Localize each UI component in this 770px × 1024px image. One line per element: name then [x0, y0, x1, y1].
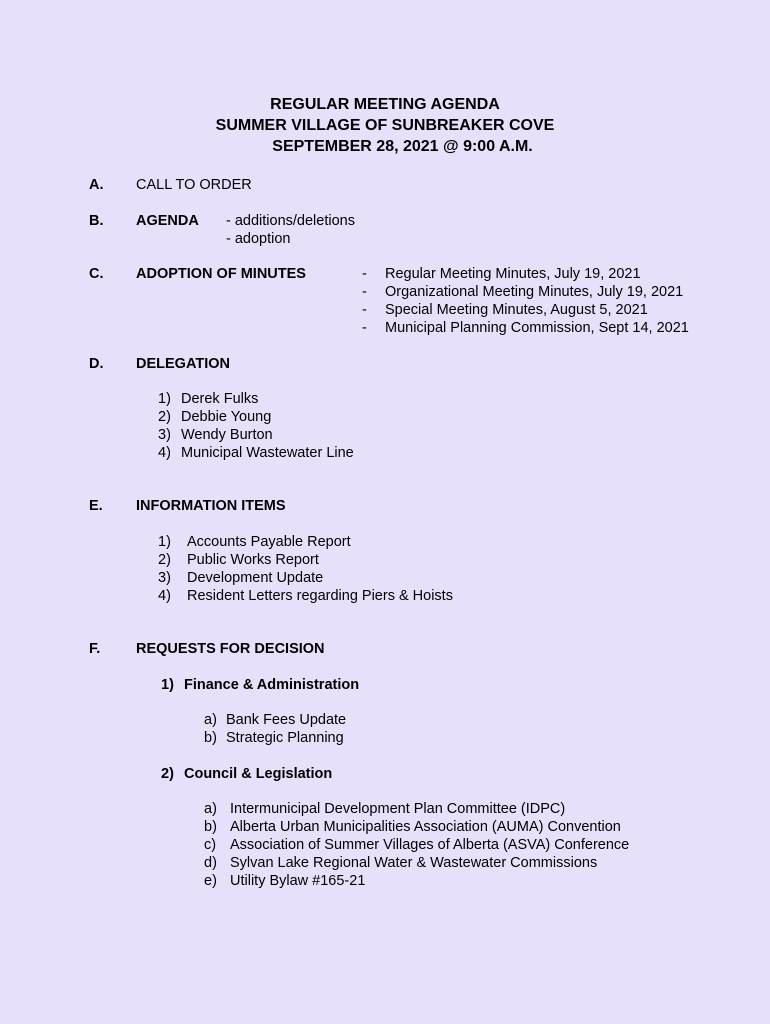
minutes-item: Organizational Meeting Minutes, July 19, 2021 [385, 284, 684, 300]
council-item: Utility Bylaw #165-21 [230, 873, 366, 889]
council-num: a) [204, 801, 217, 817]
subsection-1-num: 1) [161, 677, 174, 693]
agenda-item: - additions/deletions [226, 213, 355, 229]
council-item: Association of Summer Villages of Alberta (ASVA) Conference [230, 837, 630, 853]
section-a-heading: CALL TO ORDER [136, 177, 252, 193]
council-item: Alberta Urban Municipalities Association (AUMA) Convention [230, 819, 621, 835]
delegation-item: Wendy Burton [181, 427, 273, 443]
minutes-dash: - [362, 302, 367, 318]
delegation-item: Derek Fulks [181, 391, 259, 407]
finance-num: b) [204, 730, 217, 746]
title-line-2: SUMMER VILLAGE OF SUNBREAKER COVE [215, 117, 555, 134]
minutes-dash: - [362, 266, 367, 282]
agenda-item: - adoption [226, 231, 291, 247]
info-num: 4) [158, 588, 171, 604]
section-f-heading: REQUESTS FOR DECISION [136, 641, 325, 657]
section-e-letter: E. [89, 498, 103, 514]
info-num: 1) [158, 534, 171, 550]
delegation-item: Debbie Young [181, 409, 272, 425]
minutes-dash: - [362, 284, 367, 300]
minutes-dash: - [362, 320, 367, 336]
council-item: Intermunicipal Development Plan Committee (IDPC) [230, 801, 566, 817]
section-c-letter: C. [89, 266, 104, 282]
info-item: Public Works Report [187, 552, 319, 568]
section-d-heading: DELEGATION [136, 356, 230, 372]
delegation-num: 4) [158, 445, 171, 461]
section-e-heading: INFORMATION ITEMS [136, 498, 286, 514]
council-num: c) [204, 837, 217, 853]
council-item: Sylvan Lake Regional Water & Wastewater Commissions [230, 855, 598, 871]
minutes-item: Special Meeting Minutes, August 5, 2021 [385, 302, 648, 318]
council-num: d) [204, 855, 217, 871]
info-item: Accounts Payable Report [187, 534, 351, 550]
info-num: 2) [158, 552, 171, 568]
info-item: Development Update [187, 570, 324, 586]
subsection-1-heading: Finance & Administration [184, 677, 360, 693]
delegation-item: Municipal Wastewater Line [181, 445, 354, 461]
subsection-2-num: 2) [161, 766, 174, 782]
council-num: b) [204, 819, 217, 835]
title-line-3: SEPTEMBER 28, 2021 @ 9:00 A.M. [272, 138, 533, 155]
section-a-letter: A. [89, 177, 104, 193]
minutes-item: Regular Meeting Minutes, July 19, 2021 [385, 266, 641, 282]
delegation-num: 3) [158, 427, 171, 443]
section-c-heading: ADOPTION OF MINUTES [136, 266, 306, 282]
delegation-num: 2) [158, 409, 171, 425]
title-line-1: REGULAR MEETING AGENDA [270, 96, 500, 113]
subsection-2-heading: Council & Legislation [184, 766, 333, 782]
section-b-letter: B. [89, 213, 104, 229]
finance-item: Bank Fees Update [226, 712, 347, 728]
finance-item: Strategic Planning [226, 730, 344, 746]
finance-num: a) [204, 712, 217, 728]
council-num: e) [204, 873, 217, 889]
delegation-num: 1) [158, 391, 171, 407]
info-num: 3) [158, 570, 171, 586]
info-item: Resident Letters regarding Piers & Hoists [187, 588, 453, 604]
section-d-letter: D. [89, 356, 104, 372]
section-b-heading: AGENDA [136, 213, 199, 229]
section-f-letter: F. [89, 641, 101, 657]
minutes-item: Municipal Planning Commission, Sept 14, 2021 [385, 320, 689, 336]
